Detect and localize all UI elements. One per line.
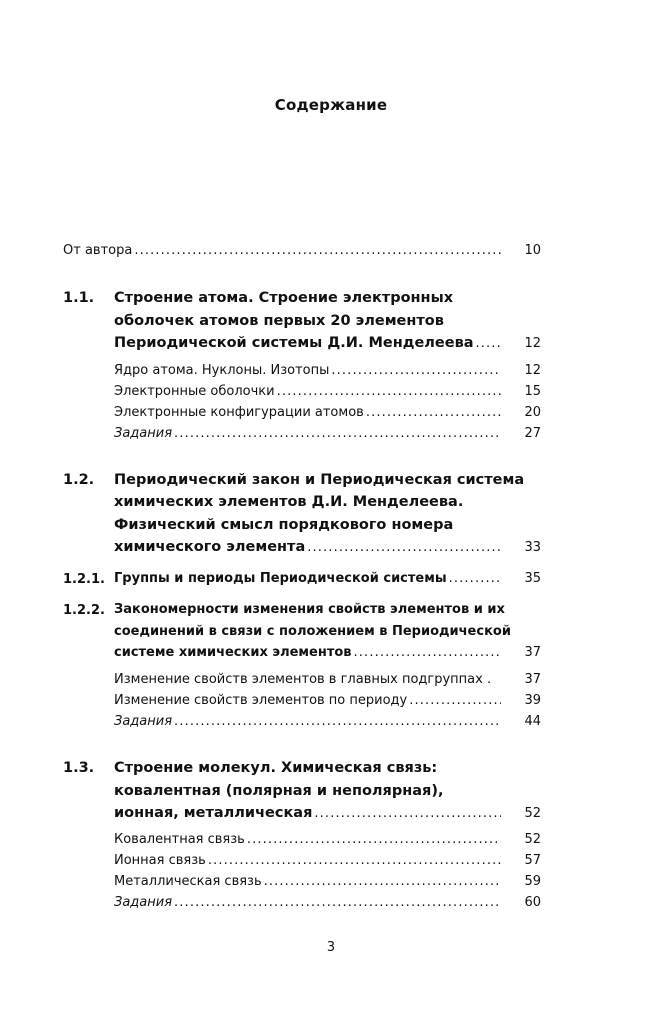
toc-entry-label: Ковалентная связь: [114, 832, 245, 847]
toc-entry-label: Группы и периоды Периодической системы: [114, 571, 447, 586]
leader-dots: [174, 714, 501, 729]
toc-entry-label: Металлическая связь: [114, 874, 262, 889]
toc-entry-label: От автора: [63, 243, 133, 258]
toc-entry-page: 37: [524, 645, 541, 660]
section-number: 1.3.: [63, 760, 95, 776]
section-number: 1.2.: [63, 472, 95, 488]
leader-dots: [331, 363, 501, 378]
section-title-line: химических элементов Д.И. Менделеева.: [114, 494, 464, 510]
toc-entry-page: 20: [524, 405, 541, 420]
leader-dots: [174, 426, 501, 441]
toc-entry-label: Ядро атома. Нуклоны. Изотопы: [114, 363, 330, 378]
section-title-line: Закономерности изменения свойств элементов и их: [114, 602, 505, 617]
leader-dots: [247, 832, 501, 847]
section-title-line: Строение молекул. Химическая связь:: [114, 760, 438, 776]
section-title-line: ковалентная (полярная и неполярная),: [114, 783, 444, 799]
toc-entry-1-2-1[interactable]: [114, 571, 541, 586]
toc-entry-1-2-2[interactable]: [114, 645, 541, 660]
leader-dots: [174, 895, 501, 910]
section-title-line: оболочек атомов первых 20 элементов: [114, 313, 444, 329]
leader-dots: [277, 384, 501, 399]
leader-dots: [476, 336, 501, 351]
toc-subentry[interactable]: [114, 853, 541, 868]
toc-entry-page: 37: [524, 672, 541, 687]
toc-entry-label: Изменение свойств элементов в главных подгруппах .: [114, 672, 492, 687]
toc-subentry[interactable]: [114, 874, 541, 889]
leader-dots: [208, 853, 501, 868]
toc-entry-label: Электронные конфигурации атомов: [114, 405, 364, 420]
toc-entry-page: 35: [524, 571, 541, 586]
toc-entry-page: 59: [524, 874, 541, 889]
toc-subentry[interactable]: [114, 384, 541, 399]
section-title-line: Строение атома. Строение электронных: [114, 290, 454, 306]
toc-entry-page: 44: [524, 714, 541, 729]
section-number: 1.2.2.: [63, 603, 105, 618]
leader-dots: [314, 806, 501, 821]
section-title-line: системе химических элементов: [114, 645, 352, 660]
section-number: 1.2.1.: [63, 572, 105, 587]
section-title-line: Периодический закон и Периодическая система: [114, 472, 525, 488]
toc-subentry[interactable]: [114, 672, 541, 687]
toc-entry-page: 57: [524, 853, 541, 868]
toc-subentry-tasks[interactable]: [114, 714, 541, 729]
toc-entry-label: Задания: [114, 426, 173, 441]
leader-dots: [307, 540, 501, 555]
section-title-line: Периодической системы Д.И. Менделеева: [114, 335, 474, 351]
toc-entry-page: 39: [524, 693, 541, 708]
toc-entry-page: 15: [524, 384, 541, 399]
toc-subentry[interactable]: [114, 405, 541, 420]
leader-dots: [354, 645, 501, 660]
section-title-line: ионная, металлическая: [114, 805, 313, 821]
leader-dots: [134, 243, 501, 258]
toc-entry-1-2[interactable]: [114, 539, 541, 555]
toc-entry-page: 52: [524, 806, 541, 821]
toc-entry-page: 12: [524, 336, 541, 351]
leader-dots: [366, 405, 501, 420]
toc-subentry[interactable]: [114, 832, 541, 847]
leader-dots: [449, 571, 501, 586]
leader-dots: [264, 874, 501, 889]
toc-entry-label: Ионная связь: [114, 853, 206, 868]
toc-subentry[interactable]: [114, 363, 541, 378]
toc-subentry-tasks[interactable]: [114, 426, 541, 441]
toc-entry-label: Задания: [114, 714, 173, 729]
section-title-line: соединений в связи с положением в Периодической: [114, 624, 511, 639]
toc-entry-page: 60: [524, 895, 541, 910]
toc-entry-page: 10: [524, 243, 541, 258]
section-number: 1.1.: [63, 290, 95, 306]
page-number: 3: [326, 940, 336, 955]
toc-entry-1-3[interactable]: [114, 805, 541, 821]
toc-entry-label: Изменение свойств элементов по периоду: [114, 693, 408, 708]
toc-entry-page: 33: [524, 540, 541, 555]
toc-entry-label: Электронные оболочки: [114, 384, 275, 399]
toc-entry-1-1[interactable]: [114, 335, 541, 351]
toc-subentry[interactable]: [114, 693, 541, 708]
leader-dots: [409, 693, 501, 708]
toc-subentry-tasks[interactable]: [114, 895, 541, 910]
section-title-line: Физический смысл порядкового номера: [114, 517, 454, 533]
toc-entry-page: 27: [524, 426, 541, 441]
section-title-line: химического элемента: [114, 539, 306, 555]
toc-entry-label: Задания: [114, 895, 173, 910]
toc-entry-preface[interactable]: [63, 243, 541, 258]
toc-entry-page: 52: [524, 832, 541, 847]
page-title: Содержание: [274, 96, 388, 114]
toc-entry-page: 12: [524, 363, 541, 378]
